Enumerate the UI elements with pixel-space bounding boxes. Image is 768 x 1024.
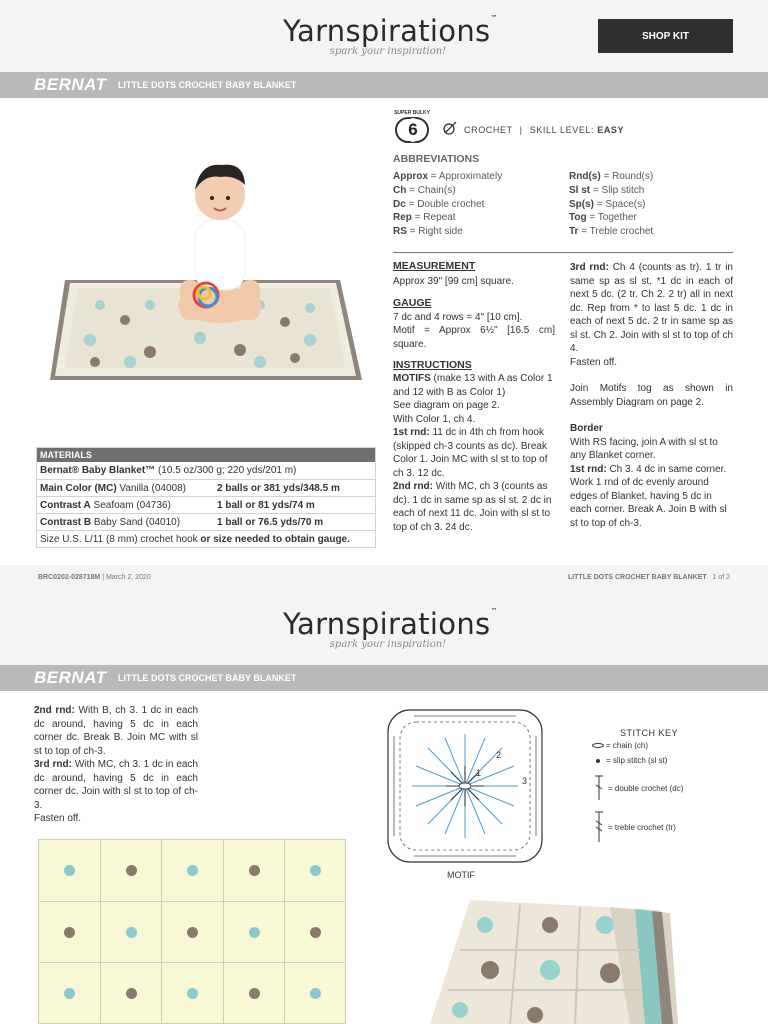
assembly-cell bbox=[101, 963, 163, 1024]
abbr-item: Rep = Repeat bbox=[393, 212, 456, 224]
assembly-dot bbox=[64, 865, 75, 876]
logo-tm: ™ bbox=[490, 607, 498, 615]
rnd1-text: 1st rnd: 11 dc in 4th ch from hook (skipped ch-3 counts as dc). Break Color 1. Join MC with sl st to top of ch 3. 12 dc. bbox=[393, 427, 548, 479]
assembly-cell bbox=[39, 902, 101, 964]
abbr-item: Sl st = Slip stitch bbox=[569, 184, 645, 196]
yarn-skein-icon bbox=[395, 117, 429, 143]
chain-symbol-icon bbox=[592, 743, 604, 748]
fasten-off-text-p2: Fasten off. bbox=[34, 813, 82, 824]
folded-blanket-image bbox=[430, 895, 730, 1024]
assembly-dot bbox=[310, 865, 321, 876]
with-color-text: With Color 1, ch 4. bbox=[393, 413, 476, 425]
assembly-dot bbox=[310, 927, 321, 938]
materials-row: Bernat® Baby Blanket™ (10.5 oz/300 g; 220 yds/201 m) bbox=[40, 465, 297, 476]
abbr-item: Ch = Chain(s) bbox=[393, 184, 456, 196]
slip-stitch-symbol-icon bbox=[596, 759, 600, 763]
abbreviations-left bbox=[393, 170, 563, 239]
footer-code: BRC0202-028718M | March 2, 2020 bbox=[38, 574, 151, 581]
skill-label: SKILL LEVEL: bbox=[529, 125, 595, 135]
rnd2-text: 2nd rnd: With MC, ch 3 (counts as dc). 1 dc in same sp as sl st. 2 dc in each of next 11 dc. Join with sl st to top of ch 3. 24 dc. bbox=[393, 481, 552, 533]
yarn-weight-badge bbox=[393, 110, 431, 146]
measurement-heading: MEASUREMENT bbox=[393, 260, 476, 272]
stitch-key-tr: = treble crochet (tr) bbox=[592, 811, 732, 843]
see-diagram-text: See diagram on page 2. bbox=[393, 400, 500, 411]
assembly-diagram bbox=[38, 839, 346, 1024]
assembly-dot bbox=[64, 988, 75, 999]
abbr-item: Tog = Together bbox=[569, 212, 637, 224]
svg-text:1: 1 bbox=[476, 768, 482, 778]
assembly-dot bbox=[249, 988, 260, 999]
abbr-item: Approx = Approximately bbox=[393, 171, 503, 182]
assembly-cell bbox=[101, 902, 163, 964]
logo-word: Yarnspirations bbox=[283, 607, 491, 641]
gauge-text-1: 7 dc and 4 rows = 4" [10 cm]. bbox=[393, 311, 523, 323]
materials-row: Contrast B Baby Sand (04010) 1 ball or 76.5 yds/70 m bbox=[37, 513, 375, 530]
border-text: With RS facing, join A with sl st to any Blanket corner. bbox=[570, 436, 718, 461]
assembly-cell bbox=[224, 902, 286, 964]
skill-value: EASY bbox=[597, 125, 625, 135]
svg-text:2: 2 bbox=[496, 750, 502, 760]
abbr-item: Sp(s) = Space(s) bbox=[569, 198, 646, 210]
abbr-item: Dc = Double crochet bbox=[393, 198, 485, 210]
assembly-cell bbox=[285, 840, 346, 902]
abbreviations-right bbox=[569, 170, 734, 239]
rnd2-text-p2: 2nd rnd: With B, ch 3. 1 dc in each dc around, having 5 dc in each corner dc. Break B. Join MC with sl st to top of ch-3. bbox=[34, 705, 199, 757]
craft-skill-line: CROCHET | SKILL LEVEL: EASY bbox=[464, 125, 625, 135]
product-photo bbox=[40, 140, 370, 390]
craft-label: CROCHET bbox=[464, 125, 513, 135]
abbr-item: RS = Right side bbox=[393, 226, 463, 238]
logo-word: Yarnspirations bbox=[283, 14, 491, 48]
bernat-brand: BERNAT bbox=[34, 75, 107, 94]
assembly-cell bbox=[39, 840, 101, 902]
fasten-off-text: Fasten off. bbox=[570, 356, 618, 368]
crochet-hook-icon bbox=[442, 120, 458, 136]
super-bulky-label: SUPER BULKY bbox=[394, 110, 430, 116]
measurement-text: Approx 39" [99 cm] square. bbox=[393, 276, 514, 287]
shop-kit-button[interactable]: SHOP KIT bbox=[598, 19, 733, 53]
right-column bbox=[570, 261, 733, 530]
stitch-key-dc: = double crochet (dc) bbox=[592, 775, 732, 801]
treble-crochet-symbol-icon bbox=[592, 811, 606, 843]
motif-label: MOTIF bbox=[447, 870, 475, 880]
rnd3-text-p2: 3rd rnd: With MC, ch 3. 1 dc in each dc around, having 5 dc in each corner dc. Join with sl st to top of ch-3. bbox=[34, 759, 198, 811]
gauge-heading: GAUGE bbox=[393, 296, 432, 309]
title-bar-2 bbox=[0, 665, 768, 691]
materials-hook-row: Size U.S. L/11 (8 mm) crochet hook or size needed to obtain gauge. bbox=[37, 530, 375, 547]
logo-tagline: spark your inspiration! bbox=[329, 46, 447, 57]
abbr-item: Tr = Treble crochet bbox=[569, 226, 654, 238]
assembly-cell bbox=[285, 902, 346, 964]
materials-table bbox=[36, 447, 376, 548]
rnd3-text: 3rd rnd: Ch 4 (counts as tr). 1 tr in same sp as sl st. *1 dc in each of next 5 dc. (2 tr. Ch 2. 2 tr) all in next dc. Rep from * to last 5 dc. 1 dc in each of next 5 dc. 2 tr in same sp as sl st. Ch 2. Join with sl st to top of ch 4. bbox=[570, 262, 733, 354]
join-motifs-text: Join Motifs tog as shown in Assembly Diagram on page 2. bbox=[570, 383, 733, 408]
assembly-cell bbox=[101, 840, 163, 902]
divider bbox=[393, 252, 733, 253]
page2-text bbox=[34, 704, 198, 826]
assembly-cell bbox=[39, 963, 101, 1024]
stitch-key-heading: STITCH KEY bbox=[620, 728, 679, 738]
assembly-dot bbox=[64, 927, 75, 938]
assembly-cell bbox=[162, 902, 224, 964]
svg-text:3: 3 bbox=[522, 776, 528, 786]
assembly-dot bbox=[249, 865, 260, 876]
title-bar bbox=[0, 72, 768, 98]
baby-on-blanket-image bbox=[40, 140, 370, 390]
assembly-cell bbox=[224, 963, 286, 1024]
motifs-text: MOTIFS (make 13 with A as Color 1 and 12 with B as Color 1) bbox=[393, 373, 553, 398]
instructions-heading: INSTRUCTIONS bbox=[393, 359, 472, 371]
materials-row: Contrast A Seafoam (04736) 1 ball or 81 yds/74 m bbox=[37, 496, 375, 513]
assembly-dot bbox=[187, 865, 198, 876]
abbr-item: Rnd(s) = Round(s) bbox=[569, 171, 654, 182]
stitch-key-chain: = chain (ch) bbox=[592, 741, 732, 750]
logo-tm: ™ bbox=[490, 14, 498, 22]
motif-chart-svg bbox=[384, 706, 546, 866]
double-crochet-symbol-icon bbox=[592, 775, 606, 801]
assembly-dot bbox=[126, 988, 137, 999]
pattern-title: LITTLE DOTS CROCHET BABY BLANKET bbox=[118, 673, 297, 683]
assembly-cell bbox=[162, 963, 224, 1024]
border-heading: Border bbox=[570, 423, 603, 434]
yarnspirations-logo-2[interactable] bbox=[283, 607, 498, 650]
logo-tagline: spark your inspiration! bbox=[329, 639, 447, 650]
materials-heading: MATERIALS bbox=[37, 448, 375, 462]
materials-row: Main Color (MC) Vanilla (04008) 2 balls or 381 yds/348.5 m bbox=[37, 479, 375, 496]
border-rnd1-text: 1st rnd: Ch 3. 4 dc in same corner. Work 1 rnd of dc evenly around edges of Blanket, having 5 dc in each corner. Break A. Join B with sl st to top of ch-3. bbox=[570, 463, 727, 529]
assembly-cell bbox=[285, 963, 346, 1024]
assembly-cell bbox=[162, 840, 224, 902]
bernat-brand: BERNAT bbox=[34, 668, 107, 687]
abbreviations-heading: ABBREVIATIONS bbox=[393, 153, 480, 165]
middle-column bbox=[393, 260, 555, 534]
weight-number: 6 bbox=[406, 118, 420, 142]
page-footer bbox=[0, 565, 768, 593]
motif-diagram bbox=[384, 706, 546, 881]
assembly-dot bbox=[249, 927, 260, 938]
assembly-dot bbox=[187, 988, 198, 999]
gauge-text-2: Motif = Approx 6½" [16.5 cm] square. bbox=[393, 325, 555, 350]
assembly-dot bbox=[126, 927, 137, 938]
stitch-key-slip: = slip stitch (sl st) bbox=[592, 756, 732, 765]
yarnspirations-logo[interactable] bbox=[283, 14, 498, 57]
pattern-title: LITTLE DOTS CROCHET BABY BLANKET bbox=[118, 80, 297, 90]
blanket-photo bbox=[430, 895, 730, 1024]
assembly-cell bbox=[224, 840, 286, 902]
assembly-dot bbox=[187, 927, 198, 938]
assembly-dot bbox=[126, 865, 137, 876]
stitch-key bbox=[592, 728, 732, 843]
assembly-dot bbox=[310, 988, 321, 999]
footer-title: LITTLE DOTS CROCHET BABY BLANKET 1 of 2 bbox=[567, 574, 730, 581]
